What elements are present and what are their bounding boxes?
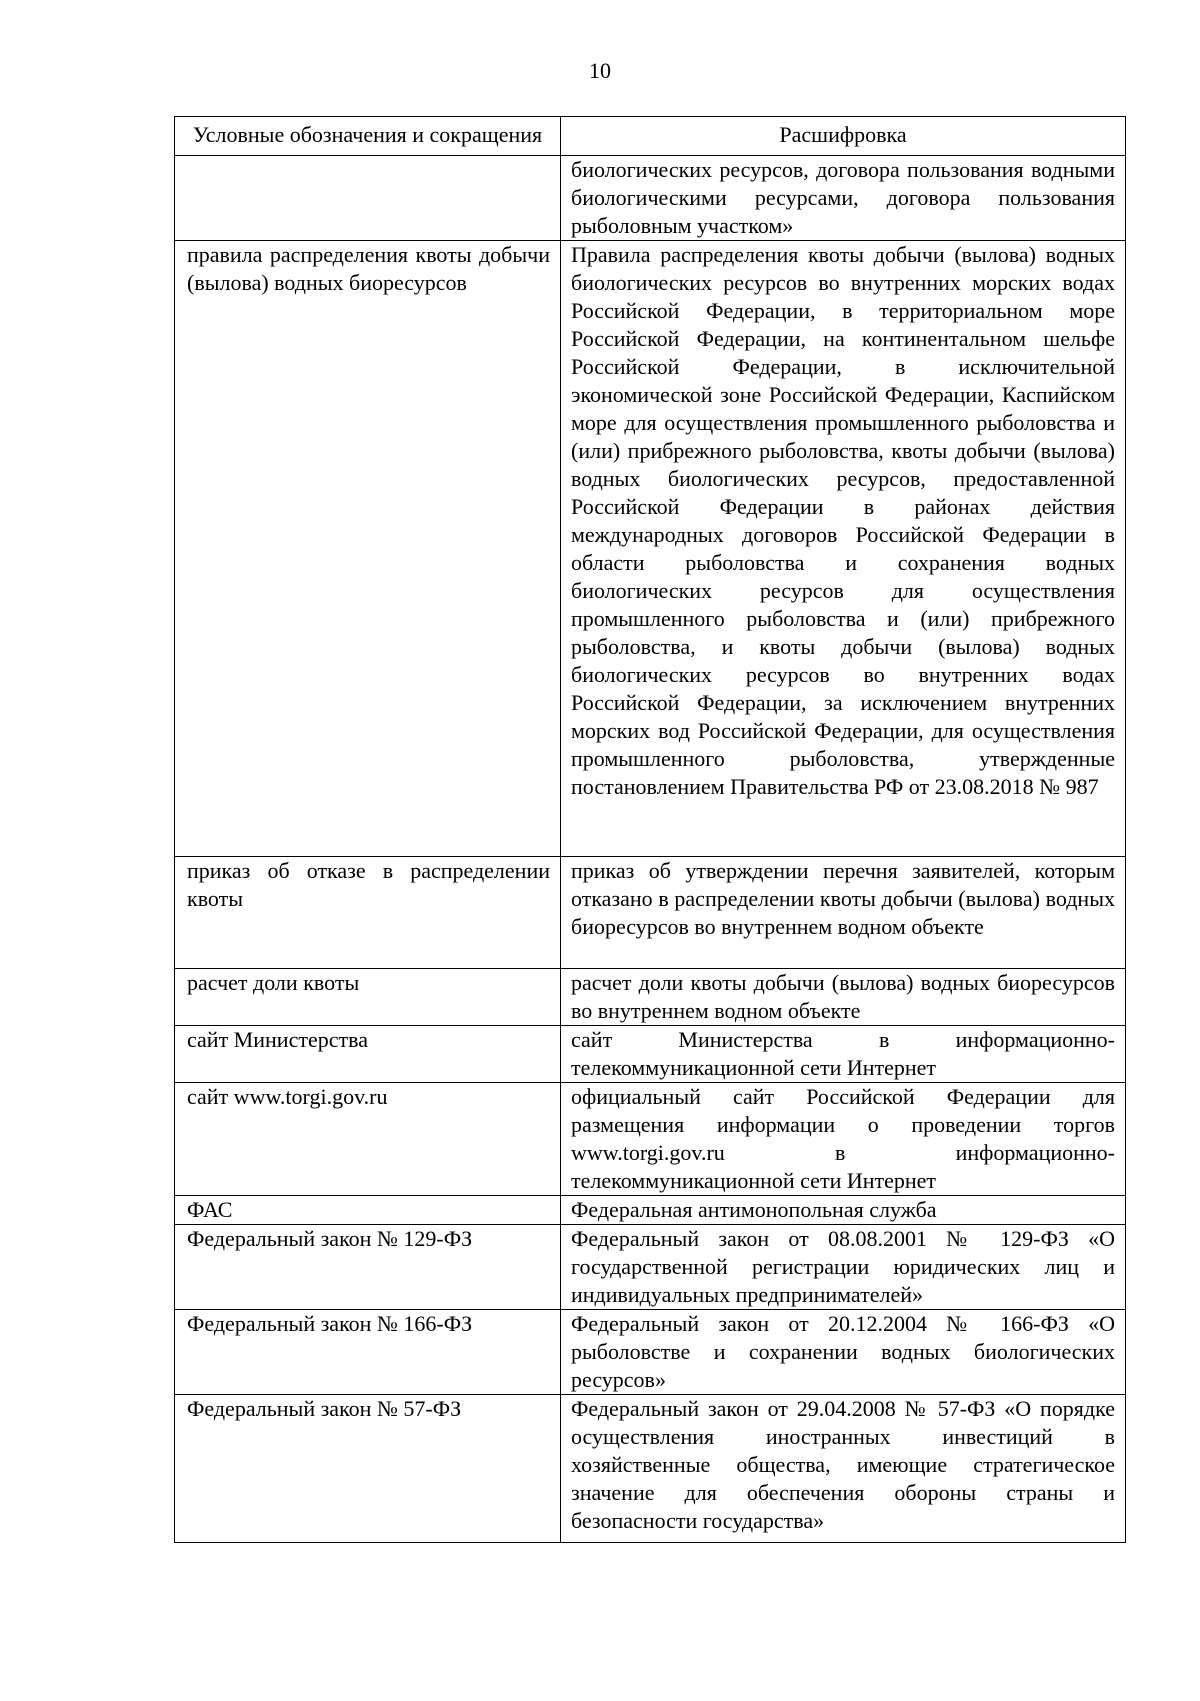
- term-cell: Федеральный закон № 166-ФЗ: [175, 1310, 561, 1395]
- term-cell: правила распределения квоты добычи (вылова) водных биоресурсов: [175, 241, 561, 857]
- page-number: 10: [589, 58, 611, 83]
- term-cell: расчет доли квоты: [175, 969, 561, 1026]
- table-row: [175, 857, 1126, 969]
- term-cell: сайт www.torgi.gov.ru: [175, 1083, 561, 1196]
- definition-cell: расчет доли квоты добычи (вылова) водных биоресурсов во внутреннем водном объекте: [561, 969, 1126, 1026]
- definition-cell: Федеральный закон от 20.12.2004 № 166-ФЗ «О рыболовстве и сохранении водных биологических ресурсов»: [561, 1310, 1126, 1395]
- term-cell: ФАС: [175, 1196, 561, 1225]
- table-row: [175, 1310, 1126, 1395]
- term-cell: Федеральный закон № 57-ФЗ: [175, 1395, 561, 1543]
- table-row: [175, 1395, 1126, 1543]
- term-cell: сайт Министерства: [175, 1026, 561, 1083]
- term-cell: Федеральный закон № 129-ФЗ: [175, 1225, 561, 1310]
- table-row: [175, 241, 1126, 857]
- definition-cell: приказ об утверждении перечня заявителей, которым отказано в распределении квоты добычи (вылова) водных биоресурсов во внутреннем водном объекте: [561, 857, 1126, 969]
- abbreviations-table: [174, 116, 1126, 1543]
- definition-cell: Федеральный закон от 08.08.2001 № 129-ФЗ «О государственной регистрации юридических лиц и индивидуальных предпринимателей»: [561, 1225, 1126, 1310]
- table-row: [175, 156, 1126, 241]
- table-row: [175, 1196, 1126, 1225]
- table-row: [175, 969, 1126, 1026]
- definition-cell: сайт Министерства в информационно-телекоммуникационной сети Интернет: [561, 1026, 1126, 1083]
- definition-cell: Федеральная антимонопольная служба: [561, 1196, 1126, 1225]
- definition-cell: официальный сайт Российской Федерации для размещения информации о проведении торгов www.torgi.gov.ru в информационно-телекоммуникационной сети Интернет: [561, 1083, 1126, 1196]
- column-header-definition: Расшифровка: [561, 117, 1126, 156]
- table-row: [175, 1225, 1126, 1310]
- column-header-term: Условные обозначения и сокращения: [175, 117, 561, 156]
- table-header-row: [175, 117, 1126, 156]
- definition-cell: Федеральный закон от 29.04.2008 № 57-ФЗ «О порядке осуществления иностранных инвестиций в хозяйственные общества, имеющие стратегическое значение для обеспечения обороны страны и безопасности государства»: [561, 1395, 1126, 1543]
- definition-cell: биологических ресурсов, договора пользования водными биологическими ресурсами, договора пользования рыболовным участком»: [561, 156, 1126, 241]
- table-row: [175, 1026, 1126, 1083]
- term-cell: [175, 156, 561, 241]
- term-cell: приказ об отказе в распределении квоты: [175, 857, 561, 969]
- definition-cell: Правила распределения квоты добычи (вылова) водных биологических ресурсов во внутренних морских водах Российской Федерации, в территориальном море Российской Федерации, на континентальном шельфе Российской Федерации, в исключительной экономической зоне Российской Федерации, Каспийском море для осуществления промышленного рыболовства и (или) прибрежного рыболовства, квоты добычи (вылова) водных биологических ресурсов, предоставленной Российской Федерации в районах действия международных договоров Российской Федерации в области рыболовства и сохранения водных биологических ресурсов для осуществления промышленного рыболовства и (или) прибрежного рыболовства, и квоты добычи (вылова) водных биологических ресурсов во внутренних водах Российской Федерации, за исключением внутренних морских вод Российской Федерации, для осуществления промышленного рыболовства, утвержденные постановлением Правительства РФ от 23.08.2018 № 987: [561, 241, 1126, 857]
- table-row: [175, 1083, 1126, 1196]
